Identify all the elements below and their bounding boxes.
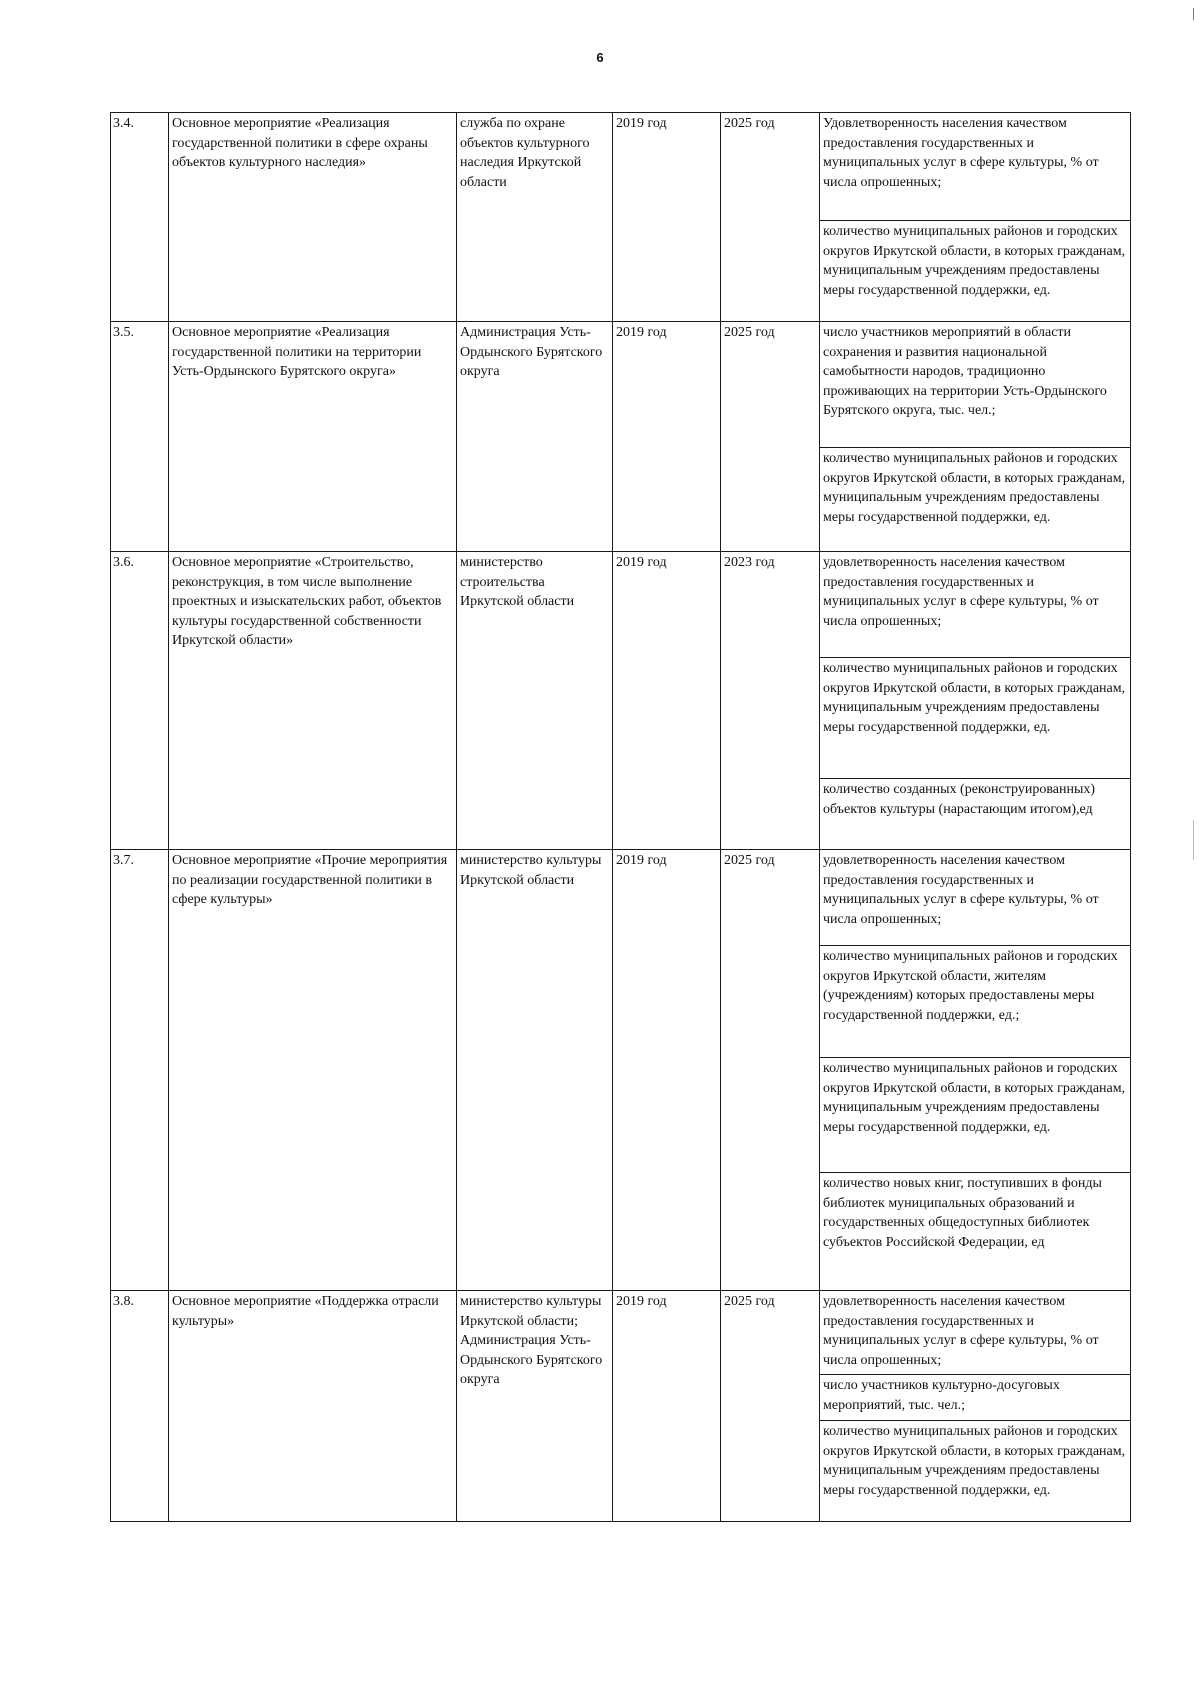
table-row [111,113,1131,322]
start-year: 2019 год [613,1291,721,1522]
event-name: Основное мероприятие «Реализация государственной политики в сфере охраны объектов культурного наследия» [169,113,457,322]
indicator: удовлетворенность населения качеством предоставления государственных и муниципальных услуг в сфере культуры, % от числа опрошенных; [820,850,1130,946]
end-year: 2025 год [721,113,820,322]
indicators-cell [820,113,1131,322]
table-row [111,850,1131,1291]
indicator: число участников мероприятий в области сохранения и развития национальной самобытности народов, традиционно проживающих на территории Усть-Ордынского Бурятского округа, тыс. чел.; [820,322,1130,448]
responsible-executor: министерство культуры Иркутской области; Администрация Усть-Ордынского Бурятского округа [457,1291,613,1522]
indicator: количество созданных (реконструированных) объектов культуры (нарастающим итогом),ед [823,782,1096,817]
table-row [111,322,1131,552]
indicators-cell [820,1291,1131,1522]
indicator: количество муниципальных районов и городских округов Иркутской области, в которых гражданам, муниципальным учреждениям предоставлены меры государственной поддержки, ед. [823,1424,1126,1498]
end-year: 2025 год [721,850,820,1291]
indicator: количество муниципальных районов и городских округов Иркутской области, в которых гражданам, муниципальным учреждениям предоставлены меры государственной поддержки, ед. [820,1058,1130,1173]
start-year: 2019 год [613,552,721,850]
scan-edge-mark [1193,820,1194,860]
indicator: количество муниципальных районов и городских округов Иркутской области, в которых гражданам, муниципальным учреждениям предоставлены меры государственной поддержки, ед. [823,224,1126,298]
end-year: 2025 год [721,1291,820,1522]
table-row [111,1291,1131,1522]
event-name: Основное мероприятие «Поддержка отрасли культуры» [169,1291,457,1522]
row-number: 3.4. [111,113,169,322]
row-number: 3.6. [111,552,169,850]
indicator: количество муниципальных районов и городских округов Иркутской области, в которых гражданам, муниципальным учреждениям предоставлены меры государственной поддержки, ед. [820,658,1130,779]
indicator: удовлетворенность населения качеством предоставления государственных и муниципальных услуг в сфере культуры, % от числа опрошенных; [820,552,1130,658]
responsible-executor: служба по охране объектов культурного наследия Иркутской области [457,113,613,322]
indicator: Удовлетворенность населения качеством предоставления государственных и муниципальных услуг в сфере культуры, % от числа опрошенных; [820,113,1130,221]
scan-edge-mark [1193,8,1194,20]
event-name: Основное мероприятие «Реализация государственной политики на территории Усть-Ордынского Бурятского округа» [169,322,457,552]
start-year: 2019 год [613,850,721,1291]
indicators-cell [820,552,1131,850]
event-name: Основное мероприятие «Прочие мероприятия по реализации государственной политики в сфере культуры» [169,850,457,1291]
table-row [111,552,1131,850]
responsible-executor: министерство строительства Иркутской области [457,552,613,850]
row-number: 3.7. [111,850,169,1291]
measures-table [110,112,1131,1522]
start-year: 2019 год [613,322,721,552]
event-name: Основное мероприятие «Строительство, реконструкция, в том числе выполнение проектных и изыскательских работ, объектов культуры государственной собственности Иркутской области» [169,552,457,850]
indicator: количество новых книг, поступивших в фонды библиотек муниципальных образований и государственных общедоступных библиотек субъектов Российской Федерации, ед [823,1176,1102,1250]
responsible-executor: Администрация Усть-Ордынского Бурятского округа [457,322,613,552]
row-number: 3.5. [111,322,169,552]
start-year: 2019 год [613,113,721,322]
responsible-executor: министерство культуры Иркутской области [457,850,613,1291]
indicator: число участников культурно-досуговых мероприятий, тыс. чел.; [820,1375,1130,1421]
indicator: количество муниципальных районов и городских округов Иркутской области, в которых гражданам, муниципальным учреждениям предоставлены меры государственной поддержки, ед. [823,451,1126,525]
indicators-cell [820,322,1131,552]
end-year: 2025 год [721,322,820,552]
end-year: 2023 год [721,552,820,850]
row-number: 3.8. [111,1291,169,1522]
indicator: количество муниципальных районов и городских округов Иркутской области, жителям (учреждениям) которых предоставлены меры государственной поддержки, ед.; [820,946,1130,1058]
indicator: удовлетворенность населения качеством предоставления государственных и муниципальных услуг в сфере культуры, % от числа опрошенных; [820,1291,1130,1375]
page-number: 6 [596,50,604,65]
indicators-cell [820,850,1131,1291]
